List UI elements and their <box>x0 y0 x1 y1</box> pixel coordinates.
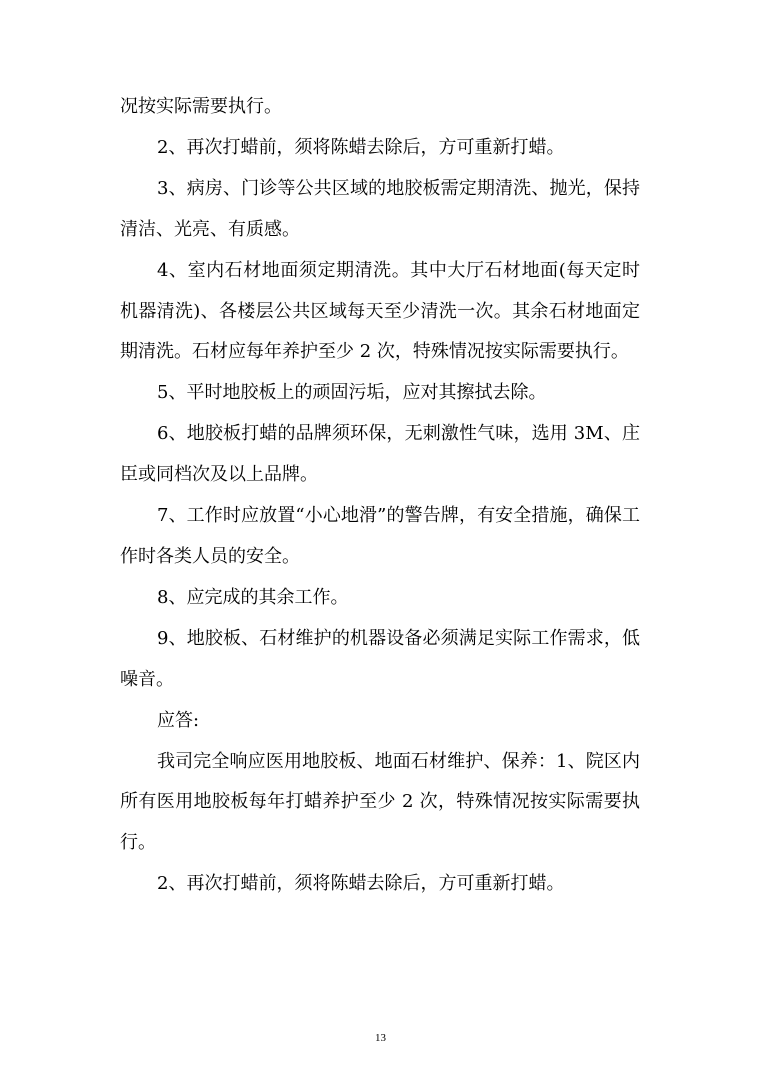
document-body <box>120 87 640 905</box>
response-paragraph-1: 我司完全响应医用地胶板、地面石材维护、保养：1、院区内所有医用地胶板每年打蜡养护至少 2 次，特殊情况按实际需要执行。 <box>120 750 640 854</box>
paragraph-item-8: 8、应完成的其余工作。 <box>157 586 349 608</box>
paragraph-item-4: 4、室内石材地面须定期清洗。其中大厅石材地面(每天定时机器清洗)、各楼层公共区域每天至少清洗一次。其余石材地面定期清洗。石材应每年养护至少 2 次，特殊情况按实际需要执行。 <box>120 259 640 363</box>
paragraph-item-2: 2、再次打蜡前，须将陈蜡去除后，方可重新打蜡。 <box>157 136 565 158</box>
response-paragraph-2: 2、再次打蜡前，须将陈蜡去除后，方可重新打蜡。 <box>157 873 565 895</box>
paragraph-item-3: 3、病房、门诊等公共区域的地胶板需定期清洗、抛光，保持清洁、光亮、有质感。 <box>120 177 640 240</box>
paragraph-item-6: 6、地胶板打蜡的品牌须环保，无刺激性气味，选用 3M、庄臣或同档次及以上品牌。 <box>120 423 640 486</box>
paragraph-item-7: 7、工作时应放置“小心地滑”的警告牌，有安全措施，确保工作时各类人员的安全。 <box>120 505 640 567</box>
paragraph-item-9: 9、地胶板、石材维护的机器设备必须满足实际工作需求，低噪音。 <box>120 627 640 690</box>
page-number: 13 <box>375 1032 386 1044</box>
paragraph-continuation: 况按实际需要执行。 <box>120 96 282 117</box>
response-heading: 应答: <box>157 709 200 731</box>
paragraph-item-5: 5、平时地胶板上的顽固污垢，应对其擦拭去除。 <box>157 382 547 404</box>
